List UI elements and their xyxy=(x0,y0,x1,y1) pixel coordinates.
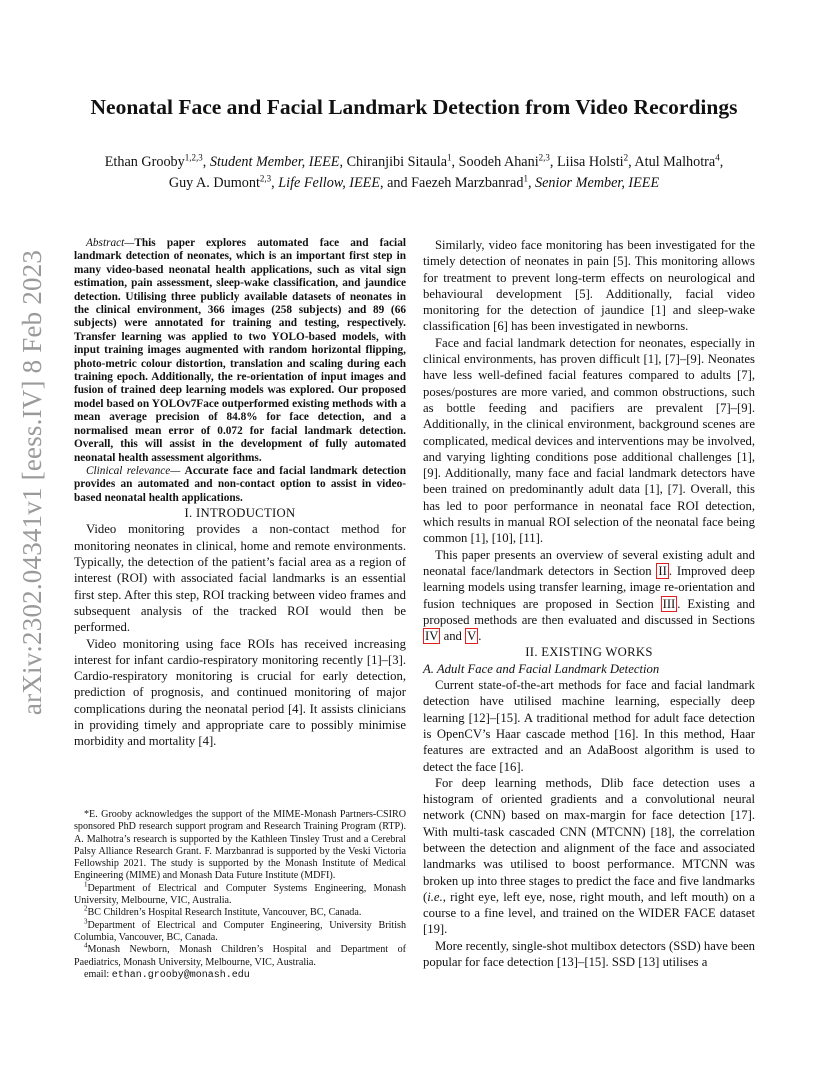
affiliation-footnote-4: $^4$Monash Newborn, Monash Children’s Hospital and Department of Paediatrics, Monash University, Melbourne, VIC, Australia. xyxy=(74,941,406,968)
abstract-text: This paper explores automated face and facial landmark detection of neonates, which is an important first step in many video-based neonatal health applications, such as vital sign estimation, pain assessment, sleep-wake classification, and jaundice detection. Utilising three publicly available datasets of neonates in the clinical environment, 366 images (258 subjects) and 89 (66 subjects) were annotated for training and testing, respectively. Transfer learning was applied to two YOLO-based models, with input training images augmented with random horizontal flipping, photo-metric colour distortion, translation and scaling during each training epoch. Additionally, the re-orientation of input images and fusion of trained deep learning models was explored. Our proposed model based on YOLOv7Face outperformed existing methods with a mean average precision of 84.8% for face detection, and a normalised mean error of 0.072 for facial landmark detection. Overall, this will assist in the development of fully automated neonatal health assessment algorithms. xyxy=(74,237,406,464)
author-affiliation-marker: 1 xyxy=(523,173,528,184)
section-heading-existing-works: II. EXISTING WORKS xyxy=(525,645,653,660)
author-affiliation-marker: 1 xyxy=(447,152,452,163)
right-paragraph-1: Similarly, video face monitoring has been investigated for the timely detection of neonates in pain [5]. This monitoring allows for treatment to prevent long-term effects on neurological and behavioural development [5]. Additionally, facial video monitoring for the detection of jaundice [1] and sleep-wake classification [6] has been investigated in newborns. xyxy=(423,238,755,334)
section-ref-link-4[interactable]: IV xyxy=(425,629,439,644)
author-name: Guy A. Dumont xyxy=(168,175,260,191)
affiliation-footnote-2: $^2$BC Children’s Hospital Research Institute, Vancouver, BC, Canada. xyxy=(84,905,362,919)
clinical-relevance-text: Accurate face and facial landmark detection provides an automated and non-contact option to assist in video-based neonatal health applications. xyxy=(74,464,406,504)
author-role: Life Fellow, IEEE xyxy=(278,175,381,191)
right-paragraph-4: Current state-of-the-art methods for face and facial landmark detection have utilised machine learning, especially deep learning [12]–[15]. A traditional method for adult face detection is OpenCV’s Haar cascade method [16]. In this method, Haar features are extracted and an AdaBoost algorithm is used to detect the face [16]. xyxy=(423,678,755,774)
intro-paragraph-2: Video monitoring using face ROIs has received increasing interest for infant cardio-respiratory monitoring recently [1]–[3]. Cardio-respiratory monitoring is crucial for early detection, prediction of prognosis, and continued monitoring of major complications during the neonatal period [4]. It assists clinicians in providing timely and appropriate care to possibly minimise morbidity and mortality [4]. xyxy=(74,636,406,749)
footnotes xyxy=(74,809,406,982)
arxiv-identifier-text: arXiv:2302.04341v1 [eess.IV] 8 Feb 2023 xyxy=(17,249,48,715)
author-line-1: Ethan Grooby$^{1,2,3}$, Student Member, IEEE, Chiranjibi Sitaula$^1$, Soodeh Ahani$^{2,3}$, Liisa Holsti$^2$, Atul Malhotra$^4$, xyxy=(104,152,724,170)
author-name: Faezeh Marzbanrad xyxy=(411,175,524,191)
arxiv-identifier xyxy=(10,249,55,715)
abstract-label: Abstract xyxy=(86,237,125,249)
author-affiliation-marker: 2,3 xyxy=(538,152,550,163)
left-column xyxy=(74,237,406,750)
right-paragraph-6: More recently, single-shot multibox detectors (SSD) have been popular for face detection [13]–[15]. SSD [13] utilises a xyxy=(423,938,755,970)
right-paragraph-5: For deep learning methods, Dlib face detection uses a histogram of oriented gradients and a convolutional neural network (CNN) based on max-margin for face detection [17]. With multi-task cascaded CNN (MTCNN) [18], the correlation between the detection and alignment of the face and associated landmarks was utilised to boost performance. MTCNN was broken up into three stages to predict the face and five landmarks (i.e., right eye, left eye, nose, right mouth, and left mouth) on a course to a fine level, and trained on the WIDER FACE dataset [19]. xyxy=(423,775,755,937)
author-name: Atul Malhotra xyxy=(634,154,716,170)
author-line-2: Guy A. Dumont$^{2,3}$, Life Fellow, IEEE, and Faezeh Marzbanrad$^1$, Senior Member, IEEE xyxy=(168,173,660,191)
affiliation-footnote-3: $^3$Department of Electrical and Computer Engineering, University British Columbia, Vancouver, BC, Canada. xyxy=(74,917,406,943)
section-ref-link-5[interactable]: V xyxy=(467,629,477,644)
section-heading-introduction: I. INTRODUCTION xyxy=(184,506,296,521)
email-link[interactable]: ethan.grooby@monash.edu xyxy=(111,969,250,981)
author-name: Soodeh Ahani xyxy=(458,154,539,170)
intro-paragraph-1: Video monitoring provides a non-contact method for monitoring neonates in clinical, home and remote environments. Typically, the detection of the patient’s facial area as a region of interest (ROI) with associated facial landmarks is an essential first step. After this step, ROI tracking between video frames and subsequent analysis of the tracked ROI would then be performed. xyxy=(74,522,406,635)
abstract: Abstract—This paper explores automated face and facial landmark detection of neonates, which is an important first step in many video-based neonatal health applications, such as vital sign estimation, pain assessment, sleep-wake classification, and jaundice detection. Utilising three publicly available datasets of neonates in the clinical environment, 366 images (258 subjects) and 89 (66 subjects) were annotated for training and testing, respectively. Transfer learning was applied to two YOLO-based models, with input training images augmented with random horizontal flipping, photo-metric colour distortion, translation and scaling during each training epoch. Additionally, the re-orientation of input images and fusion of trained deep learning models was explored. Our proposed model based on YOLOv7Face outperformed existing methods with a mean average precision of 84.8% for face detection, and a normalised mean error of 0.072 for facial landmark detection. Overall, this will assist in the development of fully automated neonatal health assessment algorithms. Clinical relevance— Accurate face and facial landmark detection provides an automated and non-contact option to assist in video-based neonatal health applications. xyxy=(74,237,406,504)
subsection-heading-adult: A. Adult Face and Facial Landmark Detection xyxy=(423,661,660,676)
section-ref-link-2[interactable]: II xyxy=(658,563,667,578)
right-paragraph-3: This paper presents an overview of several existing adult and neonatal face/landmark detectors in Section II . Improved deep learning models using transfer learning, image re-orientation and fusion techniques are proposed in Section III . Existing and proposed methods are then evaluated and discussed in Sections IV and V . xyxy=(423,547,755,644)
author-role: Student Member, IEEE xyxy=(209,154,340,170)
author-role: Senior Member, IEEE xyxy=(535,175,660,191)
author-name: Ethan Grooby xyxy=(104,154,185,170)
author-affiliation-marker: 2 xyxy=(623,152,629,163)
paper-title: Neonatal Face and Facial Landmark Detection from Video Recordings xyxy=(90,95,738,119)
acknowledgement-footnote: *E. Grooby acknowledges the support of the MIME-Monash Partners-CSIRO sponsored PhD research support program and Research Training Program (RTP). A. Malhotra’s research is supported by the Kathleen Tinsley Trust and a Cerebral Palsy Alliance Research Grant. F. Marzbanrad is supported by the Veski Victoria Fellowship 2021. The study is supported by the Monash Institute of Medical Engineering (MIME) and Monash Data Future Institute (MDFI). xyxy=(74,809,406,882)
clinical-relevance-label: Clinical relevance xyxy=(86,464,171,477)
author-name: Liisa Holsti xyxy=(556,154,624,170)
email-footnote: email: ethan.grooby@monash.edu xyxy=(84,968,250,981)
affiliation-footnote-1: $^1$Department of Electrical and Computer Systems Engineering, Monash University, Melbourne, VIC, Australia. xyxy=(74,880,406,907)
right-paragraph-2: Face and facial landmark detection for neonates, especially in clinical environments, has proven difficult [1], [7]–[9]. Neonates have less well-defined facial features compared to adults [7], poses/postures are more varied, and common obstructions, such as bottle feeding and pacifiers are prevalent [7]–[9]. Additionally, in the clinical environment, background scenes are complicated, medical devices and interventions may be involved, and varying lighting conditions pose additional challenges [1], [9]. Additionally, many face and facial landmark detectors have been trained on predominantly adult data [1], [7]. Overall, this has led to poor performance in neonatal face ROI detection, which results in manual ROI selection of the neonatal face being common [1], [10], [11]. xyxy=(423,335,755,546)
author-affiliation-marker: 1,2,3 xyxy=(184,152,203,163)
author-affiliation-marker: 2,3 xyxy=(259,173,272,184)
section-ref-link-3[interactable]: III xyxy=(662,596,676,611)
author-list xyxy=(60,152,768,194)
author-name: Chiranjibi Sitaula xyxy=(346,154,448,170)
right-column xyxy=(423,237,755,970)
author-affiliation-marker: 4 xyxy=(715,152,720,163)
